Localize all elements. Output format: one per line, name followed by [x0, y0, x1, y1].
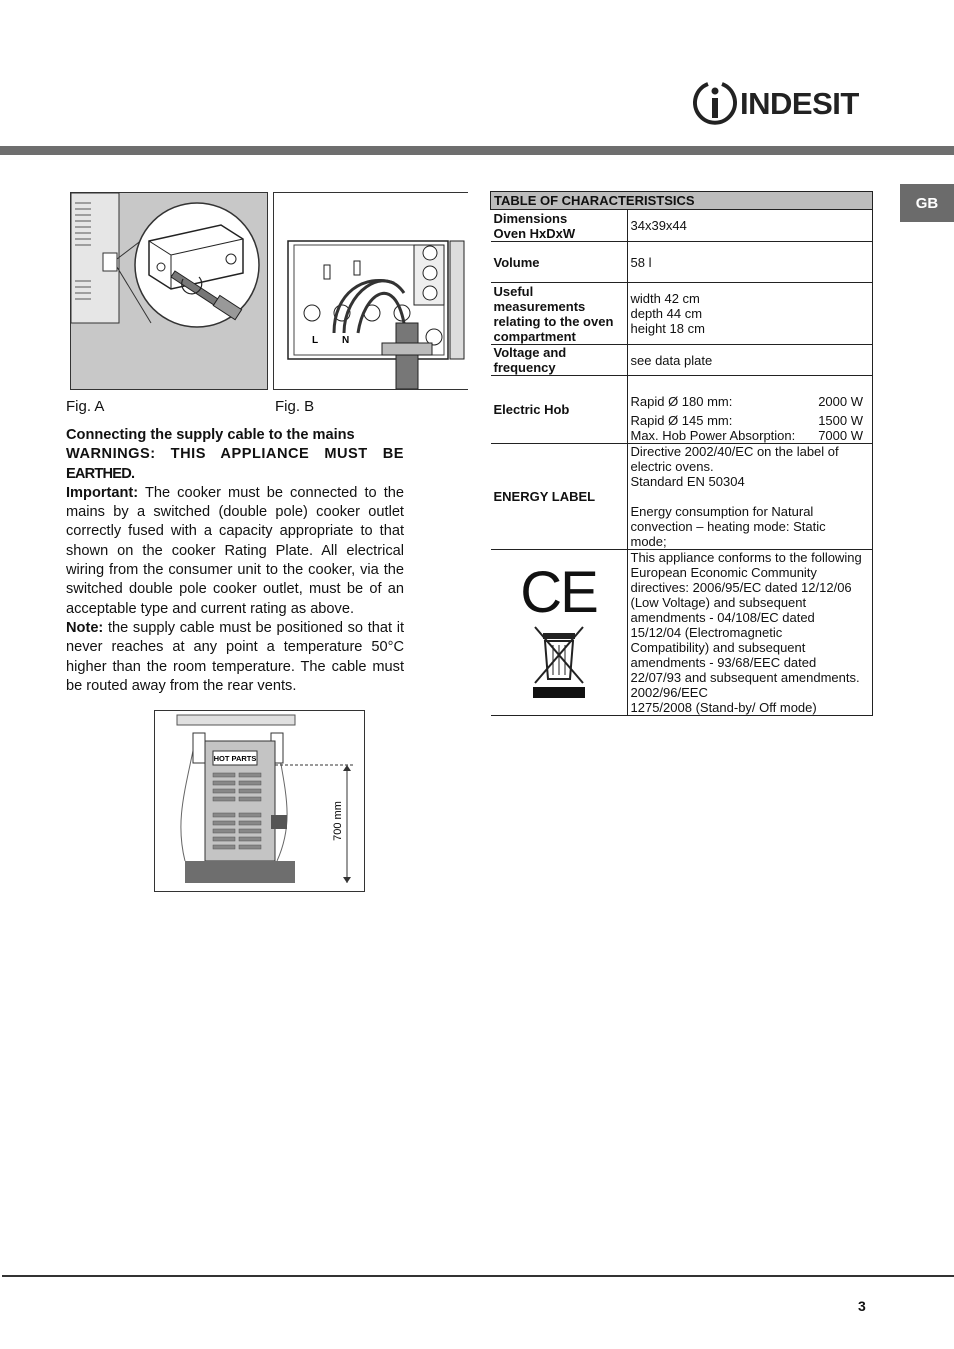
table-row — [491, 242, 873, 283]
row-label — [491, 283, 628, 345]
label-line: Voltage and — [493, 345, 567, 360]
terminal-block-illustration — [274, 193, 468, 389]
label-line: Oven HxDxW — [493, 225, 576, 241]
spacer — [631, 489, 870, 504]
terminal-label-l: L — [312, 335, 319, 346]
row-label: ENERGY LABEL — [491, 444, 628, 550]
weee-crossed-bin-icon — [529, 623, 589, 699]
value-line: height 18 cm — [630, 321, 705, 336]
label-line: Dimensions — [493, 210, 568, 226]
hob-line-label: Max. Hob Power Absorption: — [630, 428, 796, 443]
energy-line: Directive 2002/40/EC on the label of — [630, 444, 839, 459]
row-label — [491, 210, 628, 242]
row-label: Volume — [491, 242, 628, 283]
row-value: 58 l — [627, 242, 873, 283]
hob-line-value: 1500 W — [818, 413, 863, 428]
hob-line-value: 7000 W — [818, 428, 863, 443]
important-paragraph — [66, 484, 404, 619]
table-row — [491, 376, 873, 444]
indesit-logo-icon — [692, 78, 738, 128]
energy-line: mode; — [630, 534, 667, 549]
important-label: Important: — [66, 484, 139, 501]
dimension-label: 700 mm — [332, 801, 344, 841]
energy-line: Energy consumption for Natural — [630, 504, 814, 519]
table-row — [491, 283, 873, 345]
brand-name: INDESIT — [740, 86, 859, 121]
row-label: Electric Hob — [491, 376, 628, 444]
row-value: 34x39x44 — [627, 210, 873, 242]
note-paragraph — [66, 619, 404, 696]
value-line: depth 44 cm — [630, 306, 703, 321]
hob-line-label: Rapid Ø 180 mm: — [630, 394, 733, 409]
row-value — [627, 376, 873, 444]
hob-line — [631, 394, 864, 409]
section-heading: Connecting the supply cable to the mains — [66, 427, 355, 443]
terminal-label-n: N — [342, 335, 350, 346]
conformity-marks — [491, 550, 628, 716]
label-line: relating to the oven — [493, 313, 614, 329]
conformity-line: This appliance conforms to the following — [630, 550, 862, 565]
indesit-logo — [692, 78, 872, 128]
row-value — [627, 283, 873, 345]
value-line: width 42 cm — [630, 291, 700, 306]
label-line: Useful — [493, 283, 534, 299]
fig-a-caption: Fig. A — [66, 398, 105, 415]
table-row — [491, 210, 873, 242]
conformity-line: (Low Voltage) and subsequent — [630, 595, 807, 610]
energy-line: convection – heating mode: Static — [630, 519, 826, 534]
ce-mark: CE — [520, 560, 597, 625]
conformity-line: directives: 2006/95/EC dated 12/12/06 — [630, 580, 852, 595]
hob-line — [631, 428, 864, 443]
table-row — [491, 550, 873, 716]
label-line: frequency — [493, 360, 556, 375]
warning-line-2: EARTHED. — [66, 465, 135, 482]
note-body: the supply cable must be positioned so that it never reaches at any point a temperature 50°C higher than the room temperature. The cable must be routed away from the rear vents. — [66, 619, 404, 694]
table-row — [491, 345, 873, 376]
conformity-line: 2002/96/EEC — [630, 685, 708, 700]
row-value: see data plate — [627, 345, 873, 376]
note-label: Note: — [66, 619, 104, 636]
footer-rule — [2, 1275, 954, 1277]
terminal-cover-illustration — [71, 193, 267, 389]
warning-line-1: WARNINGS: THIS APPLIANCE MUST BE — [66, 446, 404, 463]
installation-diagram — [155, 711, 364, 891]
figure-b — [273, 192, 468, 390]
conformity-line: 15/12/04 (Electromagnetic — [630, 625, 783, 640]
connection-instructions — [66, 426, 404, 696]
conformity-line: 22/07/93 and subsequent amendments. — [630, 670, 860, 685]
figure-a — [70, 192, 268, 390]
installation-clearance-figure — [154, 710, 365, 892]
conformity-line: 1275/2008 (Stand-by/ Off mode) — [630, 700, 817, 715]
important-body: The cooker must be connected to the mains by a switched (double pole) cooker outlet correctly fused with a capacity appropriate to that shown on the cooker Rating Plate. All electrical wiring from the consumer unit to the cooker, via the switched double pole cooker outlet, must be of an acceptable type and current rating as above. — [66, 484, 404, 617]
table-row — [491, 444, 873, 550]
energy-line: Standard EN 50304 — [630, 474, 745, 489]
row-label — [491, 345, 628, 376]
page-number: 3 — [858, 1298, 866, 1314]
hob-line — [631, 413, 864, 428]
language-tab: GB — [900, 184, 954, 222]
label-line: measurements — [493, 298, 586, 314]
conformity-text — [627, 550, 873, 716]
header-bar — [0, 146, 954, 155]
conformity-line: amendments - 04/108/EC dated — [630, 610, 815, 625]
characteristics-table — [490, 191, 873, 716]
hob-line-value: 2000 W — [818, 394, 863, 409]
conformity-line: European Economic Community — [630, 565, 817, 580]
row-value — [627, 444, 873, 550]
fig-b-caption: Fig. B — [275, 398, 315, 415]
energy-line: electric ovens. — [630, 459, 714, 474]
conformity-line: Compatibility) and subsequent — [630, 640, 806, 655]
label-line: compartment — [493, 328, 576, 344]
conformity-line: amendments - 93/68/EEC dated — [630, 655, 817, 670]
table-title: TABLE OF CHARACTERISTSICS — [491, 192, 873, 210]
hot-parts-label: HOT PARTS — [213, 754, 257, 763]
hob-line-label: Rapid Ø 145 mm: — [630, 413, 733, 428]
table-header-row — [491, 192, 873, 210]
